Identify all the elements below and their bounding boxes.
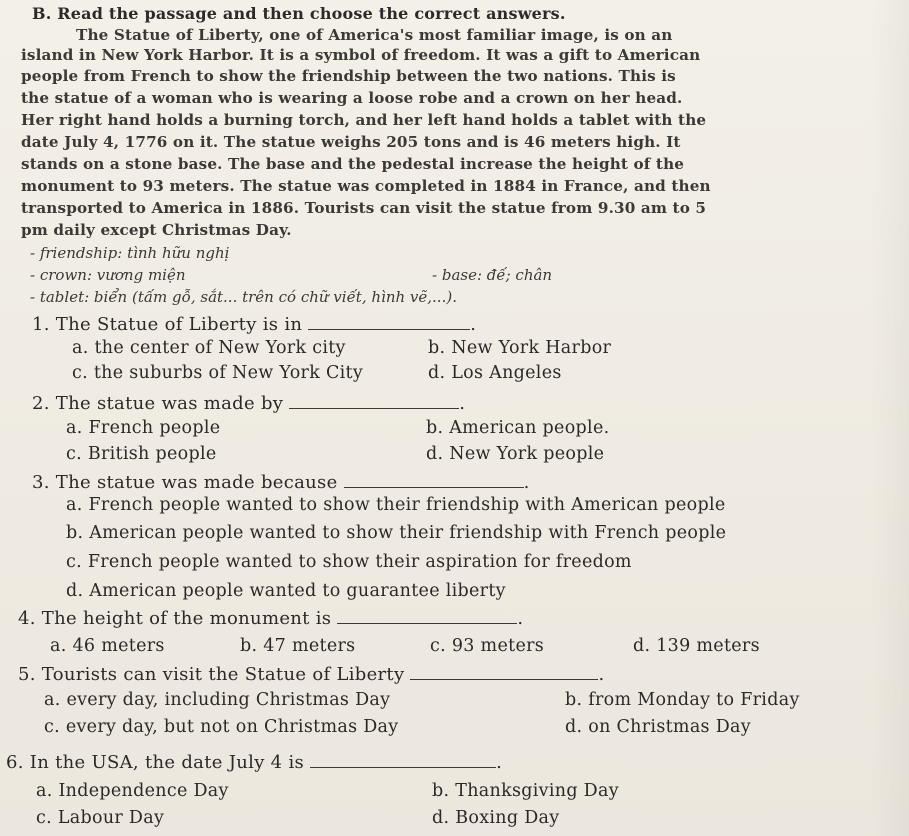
passage-line: the statue of a woman who is wearing a loose robe and a crown on her head.: [21, 89, 683, 107]
question-end: .: [517, 608, 524, 629]
option-4a[interactable]: a. 46 meters: [50, 636, 165, 656]
option-5b[interactable]: b. from Monday to Friday: [565, 690, 800, 710]
passage-line: monument to 93 meters. The statue was completed in 1884 in France, and then: [21, 177, 711, 195]
option-2c[interactable]: c. British people: [66, 444, 217, 464]
vocab-crown: - crown: vương miện: [30, 266, 186, 284]
question-5: [18, 664, 605, 685]
question-end: .: [459, 393, 466, 414]
question-1: [32, 314, 476, 335]
passage-line: pm daily except Christmas Day.: [21, 221, 292, 239]
option-2b[interactable]: b. American people.: [426, 418, 610, 438]
passage-line: stands on a stone base. The base and the pedestal increase the height of the: [21, 155, 685, 173]
question-4: [18, 608, 523, 629]
option-6b[interactable]: b. Thanksgiving Day: [432, 781, 619, 801]
vocab-base: - base: đế; chân: [432, 266, 553, 284]
option-5d[interactable]: d. on Christmas Day: [565, 717, 751, 737]
answer-blank[interactable]: [344, 473, 524, 488]
option-1b[interactable]: b. New York Harbor: [428, 338, 612, 358]
passage-line: date July 4, 1776 on it. The statue weighs 205 tons and is 46 meters high. It: [21, 133, 681, 151]
question-stem: 3. The statue was made because: [32, 472, 338, 493]
vocab-tablet: - tablet: biển (tấm gỗ, sắt... trên có chữ viết, hình vẽ,...).: [30, 288, 457, 306]
question-stem: 2. The statue was made by: [32, 393, 284, 414]
answer-blank[interactable]: [308, 315, 470, 330]
page-edge-shadow: [869, 0, 909, 836]
question-stem: 4. The height of the monument is: [18, 608, 332, 629]
passage-line: island in New York Harbor. It is a symbol of freedom. It was a gift to American: [21, 46, 701, 64]
option-6d[interactable]: d. Boxing Day: [432, 808, 560, 828]
question-end: .: [470, 314, 477, 335]
option-1d[interactable]: d. Los Angeles: [428, 363, 562, 383]
option-3a[interactable]: a. French people wanted to show their friendship with American people: [66, 495, 726, 515]
option-4d[interactable]: d. 139 meters: [633, 636, 760, 656]
option-6c[interactable]: c. Labour Day: [36, 808, 165, 828]
passage-line: Her right hand holds a burning torch, and her left hand holds a tablet with the: [21, 111, 707, 129]
option-2d[interactable]: d. New York people: [426, 444, 605, 464]
option-2a[interactable]: a. French people: [66, 418, 221, 438]
option-1c[interactable]: c. the suburbs of New York City: [72, 363, 364, 383]
answer-blank[interactable]: [310, 753, 496, 768]
passage-line: people from French to show the friendship between the two nations. This is: [21, 67, 676, 85]
question-end: .: [496, 752, 503, 773]
passage-line: The Statue of Liberty, one of America's most familiar image, is on an: [76, 26, 673, 44]
question-stem: 6. In the USA, the date July 4 is: [6, 752, 305, 773]
answer-blank[interactable]: [337, 609, 517, 624]
option-1a[interactable]: a. the center of New York city: [72, 338, 346, 358]
option-3c[interactable]: c. French people wanted to show their aspiration for freedom: [66, 552, 632, 572]
option-3d[interactable]: d. American people wanted to guarantee liberty: [66, 581, 506, 601]
passage-line: transported to America in 1886. Tourists can visit the statue from 9.30 am to 5: [21, 199, 707, 217]
question-2: [32, 393, 465, 414]
question-stem: 1. The Statue of Liberty is in: [32, 314, 303, 335]
option-4c[interactable]: c. 93 meters: [430, 636, 545, 656]
option-4b[interactable]: b. 47 meters: [240, 636, 356, 656]
option-6a[interactable]: a. Independence Day: [36, 781, 229, 801]
question-stem: 5. Tourists can visit the Statue of Liberty: [18, 664, 405, 685]
section-title: B. Read the passage and then choose the correct answers.: [32, 4, 566, 23]
option-5a[interactable]: a. every day, including Christmas Day: [44, 690, 391, 710]
answer-blank[interactable]: [289, 394, 459, 409]
vocab-friendship: - friendship: tình hữu nghị: [30, 244, 230, 262]
question-6: [6, 752, 502, 773]
answer-blank[interactable]: [410, 665, 598, 680]
question-3: [32, 472, 530, 493]
option-3b[interactable]: b. American people wanted to show their friendship with French people: [66, 523, 727, 543]
question-end: .: [523, 472, 530, 493]
option-5c[interactable]: c. every day, but not on Christmas Day: [44, 717, 399, 737]
question-end: .: [598, 664, 605, 685]
